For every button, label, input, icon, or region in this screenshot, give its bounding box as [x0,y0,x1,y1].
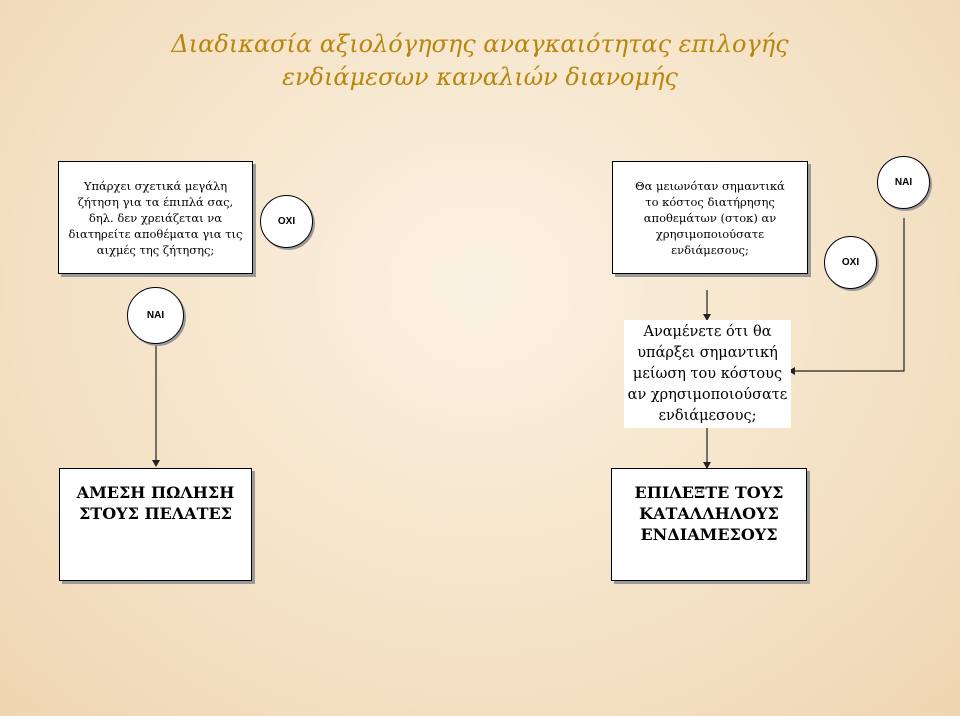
page-title-line2: ενδιάμεσων καναλιών διανομής [282,63,678,91]
no1-label: ΟΧΙ [277,216,296,227]
result-intermediaries-box [611,468,807,581]
question3-text: Αναμένετε ότι θα υπάρξει σημαντική μείωση του κόστους αν χρησιμοποιούσατε ενδιάμεσους; [627,323,788,424]
result-direct-text: ΑΜΕΣΗ ΠΩΛΗΣΗ ΣΤΟΥΣ ΠΕΛΑΤΕΣ [76,483,235,523]
result-intermediaries-text: ΕΠΙΛΕΞΤΕ ΤΟΥΣ ΚΑΤΑΛΛΗΛΟΥΣ ΕΝΔΙΑΜΕΣΟΥΣ [634,483,784,544]
yes1-label: ΝΑΙ [146,310,165,321]
page-title-line1: Διαδικασία αξιολόγησης αναγκαιότητας επιλογής [171,30,789,58]
yes2-circle [877,156,930,209]
yes2-label: ΝΑΙ [894,177,913,188]
question3-box [624,320,791,428]
question1-box [58,161,253,274]
result-direct-box [59,468,252,581]
no1-circle [260,195,313,248]
no2-circle [824,236,877,289]
no2-label: ΟΧΙ [841,257,860,268]
question2-text: Θα μειωνόταν σημαντικά το κόστος διατήρησης αποθεμάτων (στοκ) αν χρησιμοποιούσατε ενδιάμεσους; [635,178,785,257]
yes1-circle [127,287,184,344]
question2-box [612,161,808,274]
question1-text: Υπάρχει σχετικά μεγάλη ζήτηση για τα έπιπλά σας, δηλ. δεν χρειάζεται να διατηρείτε αποθέματα για τις αιχμές της ζήτησης; [68,178,243,257]
